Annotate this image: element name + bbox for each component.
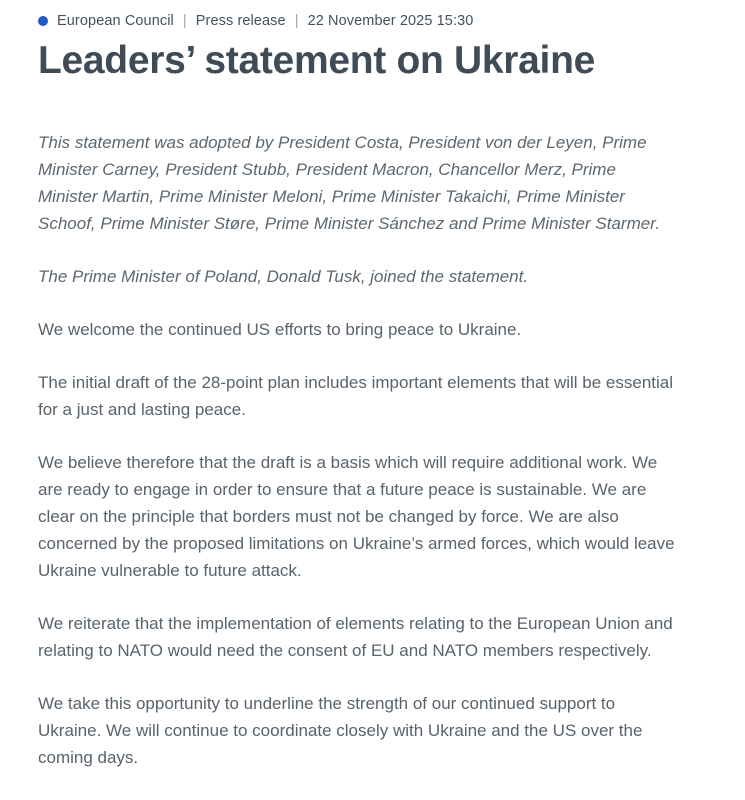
paragraph-initial-draft: The initial draft of the 28-point plan includes important elements that will be essential for a just and lasting peace. xyxy=(38,372,674,419)
page-title: Leaders’ statement on Ukraine xyxy=(38,39,596,82)
article-meta xyxy=(38,13,677,29)
paragraph-welcome: We welcome the continued US efforts to bring peace to Ukraine. xyxy=(38,319,522,339)
source-dot-icon xyxy=(38,16,48,26)
paragraph-adopters: This statement was adopted by President Costa, President von der Leyen, Prime Minister Carney, President Stubb, President Macron, Chancellor Merz, Prime Minister Martin, Prime Minister Meloni, Prime Minister Takaichi, Prime Minister Schoof, Prime Minister Støre, Prime Minister Sánchez and Prime Minister Starmer. xyxy=(38,132,660,233)
meta-separator: | xyxy=(182,13,187,29)
paragraph-believe: We believe therefore that the draft is a basis which will require additional work. We are ready to engage in order to ensure that a future peace is sustainable. We are clear on the principle that borders must not be changed by force. We are also concerned by the proposed limitations on Ukraine’s armed forces, which would leave Ukraine vulnerable to future attack. xyxy=(38,452,675,580)
paragraph-reiterate: We reiterate that the implementation of elements relating to the European Union and relating to NATO would need the consent of EU and NATO members respectively. xyxy=(38,613,673,660)
meta-separator: | xyxy=(294,13,299,29)
paragraph-tusk: The Prime Minister of Poland, Donald Tusk, joined the statement. xyxy=(38,266,529,286)
article-body xyxy=(38,129,677,771)
paragraph-opportunity: We take this opportunity to underline the strength of our continued support to Ukraine. We will continue to coordinate closely with Ukraine and the US over the coming days. xyxy=(38,693,643,767)
meta-category: Press release xyxy=(195,13,286,29)
meta-source: European Council xyxy=(57,13,174,29)
meta-datetime: 22 November 2025 15:30 xyxy=(307,13,474,29)
